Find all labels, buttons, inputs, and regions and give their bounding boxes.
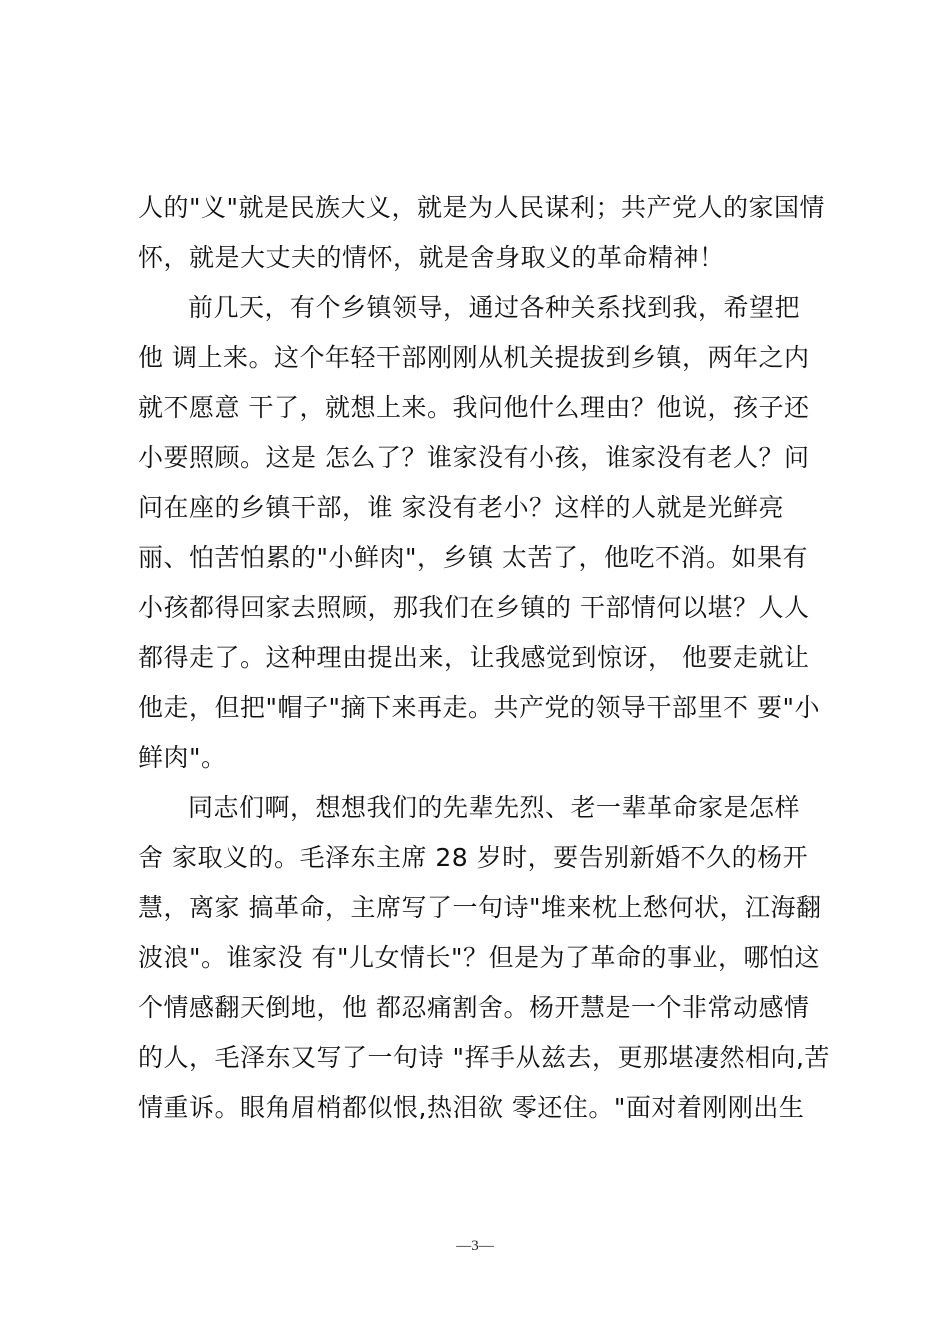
text-line: 波浪"。谁家没 有"儿女情长"？但是为了革命的事业，哪怕这 bbox=[138, 943, 820, 972]
text-line: 鲜肉"。 bbox=[138, 743, 227, 772]
text-line: 个情感翻天倒地，他 都忍痛割舍。杨开慧是一个非常动感情 bbox=[138, 993, 810, 1022]
text-line: 他 调上来。这个年轻干部刚刚从机关提拔到乡镇，两年之内 bbox=[138, 343, 810, 372]
text-line: 前几天，有个乡镇领导，通过各种关系找到我，希望把 bbox=[188, 293, 801, 322]
text-line: 怀，就是大丈夫的情怀，就是舍身取义的革命精神！ bbox=[138, 243, 725, 272]
text-line: 的人，毛泽东又写了一句诗 "挥手从兹去，更那堪凄然相向,苦 bbox=[138, 1043, 830, 1072]
text-line: 情重诉。眼角眉梢都似恨,热泪欲 零还住。"面对着刚刚出生 bbox=[138, 1093, 805, 1122]
text-line: 问在座的乡镇干部，谁 家没有老小？这样的人就是光鲜亮 bbox=[138, 493, 784, 522]
text-line: 都得走了。这种理由提出来，让我感觉到惊讶， 他要走就让 bbox=[138, 643, 810, 672]
text-line: 小孩都得回家去照顾，那我们在乡镇的 干部情何以堪？人人 bbox=[138, 593, 810, 622]
text-line: 慧，离家 搞革命，主席写了一句诗"堆来枕上愁何状，江海翻 bbox=[138, 893, 822, 922]
text-line: 同志们啊，想想我们的先辈先烈、老一辈革命家是怎样 bbox=[188, 793, 801, 822]
text-line: 丽、怕苦怕累的"小鲜肉"，乡镇 太苦了，他吃不消。如果有 bbox=[138, 543, 808, 572]
text-line: 就不愿意 干了，就想上来。我问他什么理由？他说，孩子还 bbox=[138, 393, 810, 422]
text-line: 舍 家取义的。毛泽东主席 28 岁时，要告别新婚不久的杨开 bbox=[138, 843, 809, 872]
text-line: 人的"义"就是民族大义，就是为人民谋利；共产党人的家国情 bbox=[138, 193, 826, 222]
page-number: —3— bbox=[456, 1238, 494, 1254]
text-line: 他走，但把"帽子"摘下来再走。共产党的领导干部里不 要"小 bbox=[138, 693, 820, 722]
text-line: 小要照顾。这是 怎么了？谁家没有小孩，谁家没有老人？问 bbox=[138, 443, 810, 472]
